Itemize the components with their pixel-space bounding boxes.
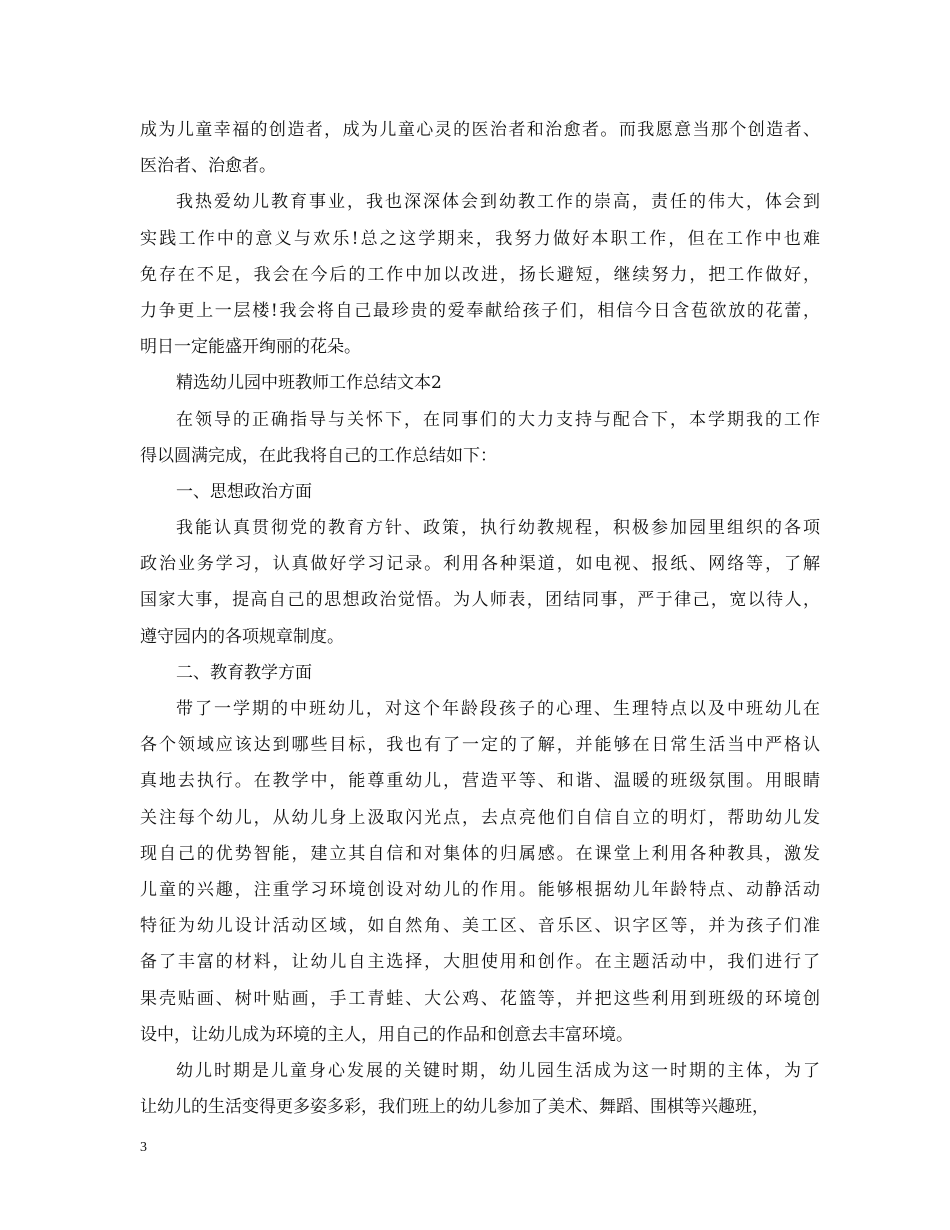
paragraph (140, 691, 820, 1053)
paragraph (140, 1053, 820, 1125)
text-line: 特征为幼儿设计活动区域，如自然角、美工区、音乐区、识字区等，并为孩子们准 (140, 916, 820, 937)
text-line: 成为儿童幸福的创造者，成为儿童心灵的医治者和治愈者。而我愿意当那个创造者、 (140, 120, 820, 140)
text-line: 遵守园内的各项规章制度。 (140, 626, 344, 647)
paragraph (140, 112, 820, 184)
text-line: 政治业务学习，认真做好学习记录。利用各种渠道，如电视、报纸、网络等，了解 (140, 554, 820, 575)
paragraph (140, 365, 820, 401)
document-body (140, 112, 820, 1125)
text-line: 真地去执行。在教学中，能尊重幼儿，营造平等、和谐、温暖的班级氛围。用眼睛 (140, 771, 820, 792)
text-line: 二、教育教学方面 (176, 662, 312, 683)
page-number: 3 (140, 1140, 147, 1155)
text-line: 各个领域应该达到哪些目标，我也有了一定的了解，并能够在日常生活当中严格认 (140, 735, 820, 756)
paragraph (140, 402, 820, 474)
text-line: 备了丰富的材料，让幼儿自主选择，大胆使用和创作。在主题活动中，我们进行了 (140, 952, 820, 973)
text-line: 幼儿时期是儿童身心发展的关键时期，幼儿园生活成为这一时期的主体，为了 (176, 1060, 820, 1081)
paragraph (140, 510, 820, 655)
text-line: 力争更上一层楼!我会将自己最珍贵的爱奉献给孩子们，相信今日含苞欲放的花蕾， (140, 300, 820, 321)
paragraph (140, 655, 820, 691)
text-line: 免存在不足，我会在今后的工作中加以改进，扬长避短，继续努力，把工作做好， (140, 264, 820, 285)
text-line: 儿童的兴趣，注重学习环境创设对幼儿的作用。能够根据幼儿年龄特点、动静活动 (140, 879, 820, 900)
text-line: 关注每个幼儿，从幼儿身上汲取闪光点，去点亮他们自信自立的明灯，帮助幼儿发 (140, 807, 820, 828)
paragraph (140, 184, 820, 365)
paragraph (140, 474, 820, 510)
text-line: 在领导的正确指导与关怀下，在同事们的大力支持与配合下，本学期我的工作 (176, 409, 820, 430)
text-line: 我能认真贯彻党的教育方针、政策，执行幼教规程，积极参加园里组织的各项 (176, 518, 820, 539)
text-line: 实践工作中的意义与欢乐!总之这学期来，我努力做好本职工作，但在工作中也难 (140, 228, 820, 249)
text-line: 国家大事，提高自己的思想政治觉悟。为人师表，团结同事，严于律己，宽以待人， (140, 590, 820, 611)
text-line: 带了一学期的中班幼儿，对这个年龄段孩子的心理、生理特点以及中班幼儿在 (176, 699, 820, 719)
text-line: 医治者、治愈者。 (140, 156, 276, 177)
text-line: 得以圆满完成，在此我将自己的工作总结如下： (140, 445, 497, 466)
text-line: 设中，让幼儿成为环境的主人，用自己的作品和创意去丰富环境。 (140, 1024, 633, 1045)
text-line: 我热爱幼儿教育事业，我也深深体会到幼教工作的崇高，责任的伟大，体会到 (176, 192, 820, 213)
text-line: 明日一定能盛开绚丽的花朵。 (140, 337, 361, 358)
text-line: 让幼儿的生活变得更多姿多彩，我们班上的幼儿参加了美术、舞蹈、围棋等兴趣班， (140, 1097, 769, 1118)
text-line: 果壳贴画、树叶贴画，手工青蛙、大公鸡、花篮等，并把这些利用到班级的环境创 (140, 988, 820, 1009)
text-line: 现自己的优势智能，建立其自信和对集体的归属感。在课堂上利用各种教具，激发 (140, 843, 820, 864)
text-line: 精选幼儿园中班教师工作总结文本2 (176, 373, 442, 394)
text-line: 一、思想政治方面 (176, 481, 312, 502)
